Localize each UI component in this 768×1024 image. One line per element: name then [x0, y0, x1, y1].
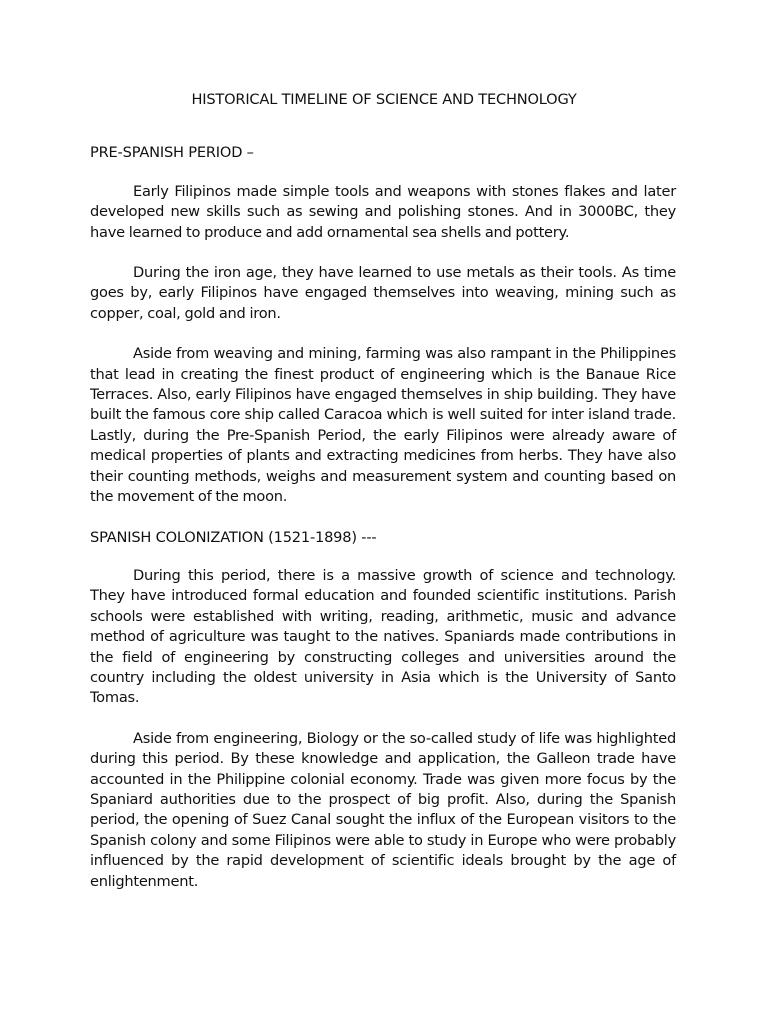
section-heading: SPANISH COLONIZATION (1521-1898) ---: [90, 528, 377, 546]
section-pre-spanish: [90, 143, 676, 507]
paragraph: During this period, there is a massive growth of science and technology. They have introduced formal education and founded scientific institutions. Parish schools were established with writing, reading, arithmetic, music and advance method of agriculture was taught to the natives. Spaniards made contributions in the field of engineering by constructing colleges and universities around the country including the oldest university in Asia which is the University of Santo Tomas.: [90, 566, 676, 707]
paragraph: Early Filipinos made simple tools and weapons with stones flakes and later developed new skills such as sewing and polishing stones. And in 3000BC, they have learned to produce and add ornamental sea shells and pottery.: [90, 182, 676, 241]
section-spanish-colonization: [90, 528, 676, 893]
section-heading: PRE-SPANISH PERIOD –: [90, 144, 254, 162]
paragraph: Aside from weaving and mining, farming was also rampant in the Philippines that lead in creating the finest product of engineering which is the Banaue Rice Terraces. Also, early Filipinos have engaged themselves in ship building. They have built the famous core ship called Caracoa which is well suited for inter island trade. Lastly, during the Pre-Spanish Period, the early Filipinos were already aware of medical properties of plants and extracting medicines from herbs. They have also their counting methods, weighs and measurement system and counting based on the movement of the moon.: [90, 345, 676, 506]
document-title: HISTORICAL TIMELINE OF SCIENCE AND TECHNOLOGY: [191, 91, 577, 108]
paragraph: During the iron age, they have learned to use metals as their tools. As time goes by, early Filipinos have engaged themselves into weaving, mining such as copper, coal, gold and iron.: [90, 264, 676, 322]
document-page: [90, 90, 676, 912]
paragraph: Aside from engineering, Biology or the so-called study of life was highlighted during this period. By these knowledge and application, the Galleon trade have accounted in the Philippine colonial economy. Trade was given more focus by the Spaniard authorities due to the prospect of big profit. Also, during the Spanish period, the opening of Suez Canal sought the influx of the European visitors to the Spanish colony and some Filipinos were able to study in Europe who were probably influenced by the rapid development of scientific ideals brought by the age of enlightenment.: [90, 729, 676, 890]
